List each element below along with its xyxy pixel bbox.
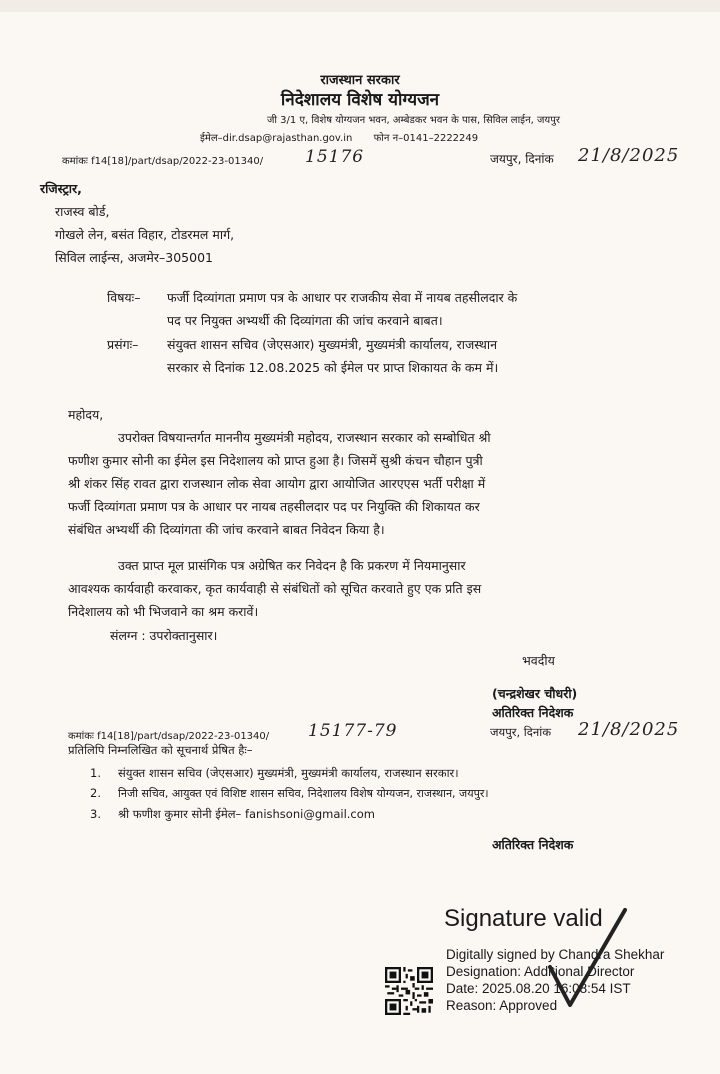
bottom-signatory: अतिरिक्त निदेशक: [492, 837, 574, 852]
para1-line4: फर्जी दिव्यांगता प्रमाण पत्र के आधार पर नायब तहसीलदार पद पर नियुक्ति की शिकायत कर: [68, 499, 480, 514]
para2-line2: आवश्यक कार्यवाही करवाकर, कृत कार्यवाही से संबंधितों को सूचित करवाते हुए एक प्रति इस: [68, 581, 482, 596]
para1-line3: श्री शंकर सिंह रावत द्वारा राजस्थान लोक सेवा आयोग द्वारा आयोजित आरएएस भर्ती परीक्षा में: [68, 476, 486, 491]
closing: भवदीय: [522, 653, 555, 668]
copy-to-item-2-num: 2.: [90, 786, 101, 800]
reference-handwritten-number: 15176: [305, 147, 365, 167]
para2-line1: उक्त प्राप्त मूल प्रासंगिक पत्र अग्रेषित कर निवेदन है कि प्रकरण में नियमानुसार: [118, 558, 466, 573]
para2-line3: निदेशालय को भी भिजवाने का श्रम करावें।: [68, 604, 259, 619]
enclosure: संलग्न : उपरोक्तानुसार।: [110, 628, 218, 643]
signature-reason: Reason: Approved: [446, 998, 558, 1013]
letterhead-contact: [200, 130, 478, 144]
subject-line2: पद पर नियुक्त अभ्यर्थी की दिव्यांगता की जांच करवाने बाबत।: [167, 313, 443, 328]
reference-date-label: जयपुर, दिनांक: [490, 152, 554, 166]
letterhead-govt: राजस्थान सरकार: [320, 73, 400, 88]
copy-to-item-1: संयुक्त शासन सचिव (जेएसआर) मुख्यमंत्री, मुख्यमंत्री कार्यालय, राजस्थान सरकार।: [118, 766, 459, 780]
reference2-handwritten-number: 15177-79: [308, 721, 398, 741]
salutation: महोदय,: [68, 407, 104, 422]
signature-date: Date: 2025.08.20 16:08:54 IST: [446, 981, 631, 996]
context-line2: सरकार से दिनांक 12.08.2025 को ईमेल पर प्राप्त शिकायत के कम में।: [167, 360, 499, 375]
context-line1: संयुक्त शासन सचिव (जेएसआर) मुख्यमंत्री, मुख्यमंत्री कार्यालय, राजस्थान: [167, 337, 498, 352]
reference-number: f14[18]/part/dsap/2022-23-01340/: [91, 156, 264, 167]
signature-check-icon: [540, 905, 630, 1010]
signatory-designation: अतिरिक्त निदेशक: [492, 705, 574, 720]
copy-to-heading: प्रतिलिपि निम्नलिखित को सूचनार्थ प्रेषित हैः–: [68, 743, 253, 757]
letterhead-address: जी 3/1 ए, विशेष योग्यजन भवन, अम्बेडकर भवन के पास, सिविल लाईन, जयपुर: [266, 115, 560, 126]
reference-label: कमांकः: [62, 156, 88, 167]
subject-line1: फर्जी दिव्यांगता प्रमाण पत्र के आधार पर राजकीय सेवा में नायब तहसीलदार के: [167, 290, 518, 305]
para1-line1: उपरोक्त विषयान्तर्गत माननीय मुख्यमंत्री महोदय, राजस्थान सरकार को सम्बोधित श्री: [118, 430, 491, 445]
letterhead-email: ईमेल–dir.dsap@rajasthan.gov.in: [200, 133, 353, 144]
signature-designation: Designation: Additional Director: [446, 964, 635, 979]
addressee-line1: रजिस्ट्रार,: [40, 181, 82, 196]
reference2-handwritten-date: 21/8/2025: [578, 719, 680, 740]
signatory-name: (चन्द्रशेखर चौधरी): [492, 686, 578, 701]
letterhead-phone: फोन न–0141–2222249: [373, 133, 479, 144]
reference-line: [62, 153, 263, 167]
signature-signed-by: Digitally signed by Chandra Shekhar: [446, 947, 665, 962]
addressee-line2: राजस्व बोर्ड,: [55, 204, 110, 219]
reference2-line: [68, 728, 269, 742]
qr-code-icon: [385, 967, 433, 1015]
subject-label: विषयः–: [107, 290, 141, 305]
top-band: [0, 0, 720, 12]
copy-to-item-2: निजी सचिव, आयुक्त एवं विशिष्ट शासन सचिव, निदेशालय विशेष योग्यजन, राजस्थान, जयपुर।: [118, 787, 489, 800]
para1-line5: संबंधित अभ्यर्थी की दिव्यांगता की जांच करवाने बाबत निवेदन किया है।: [68, 522, 385, 537]
letterhead-department: निदेशालय विशेष योग्यजन: [280, 90, 440, 110]
signature-valid-title: Signature valid: [444, 905, 603, 932]
para1-line2: फणीश कुमार सोनी का ईमेल इस निदेशालय को प्राप्त हुआ है। जिसमें सुश्री कंचन चौहान पुत्री: [68, 453, 483, 468]
addressee-line4: सिविल लाईन्स, अजमेर–305001: [55, 250, 213, 265]
copy-to-item-3-num: 3.: [90, 807, 101, 821]
addressee-line3: गोखले लेन, बसंत विहार, टोडरमल मार्ग,: [55, 227, 235, 242]
context-label: प्रसंगः–: [107, 337, 139, 352]
reference2-date-label: जयपुर, दिनांक: [490, 725, 552, 739]
copy-to-item-1-num: 1.: [90, 766, 101, 780]
reference2-number: f14[18]/part/dsap/2022-23-01340/: [97, 731, 270, 742]
copy-to-item-3: श्री फणीश कुमार सोनी ईमेल– fanishsoni@gmail.com: [118, 807, 375, 821]
reference2-label: कमांकः: [68, 731, 94, 742]
reference-handwritten-date: 21/8/2025: [578, 145, 680, 166]
